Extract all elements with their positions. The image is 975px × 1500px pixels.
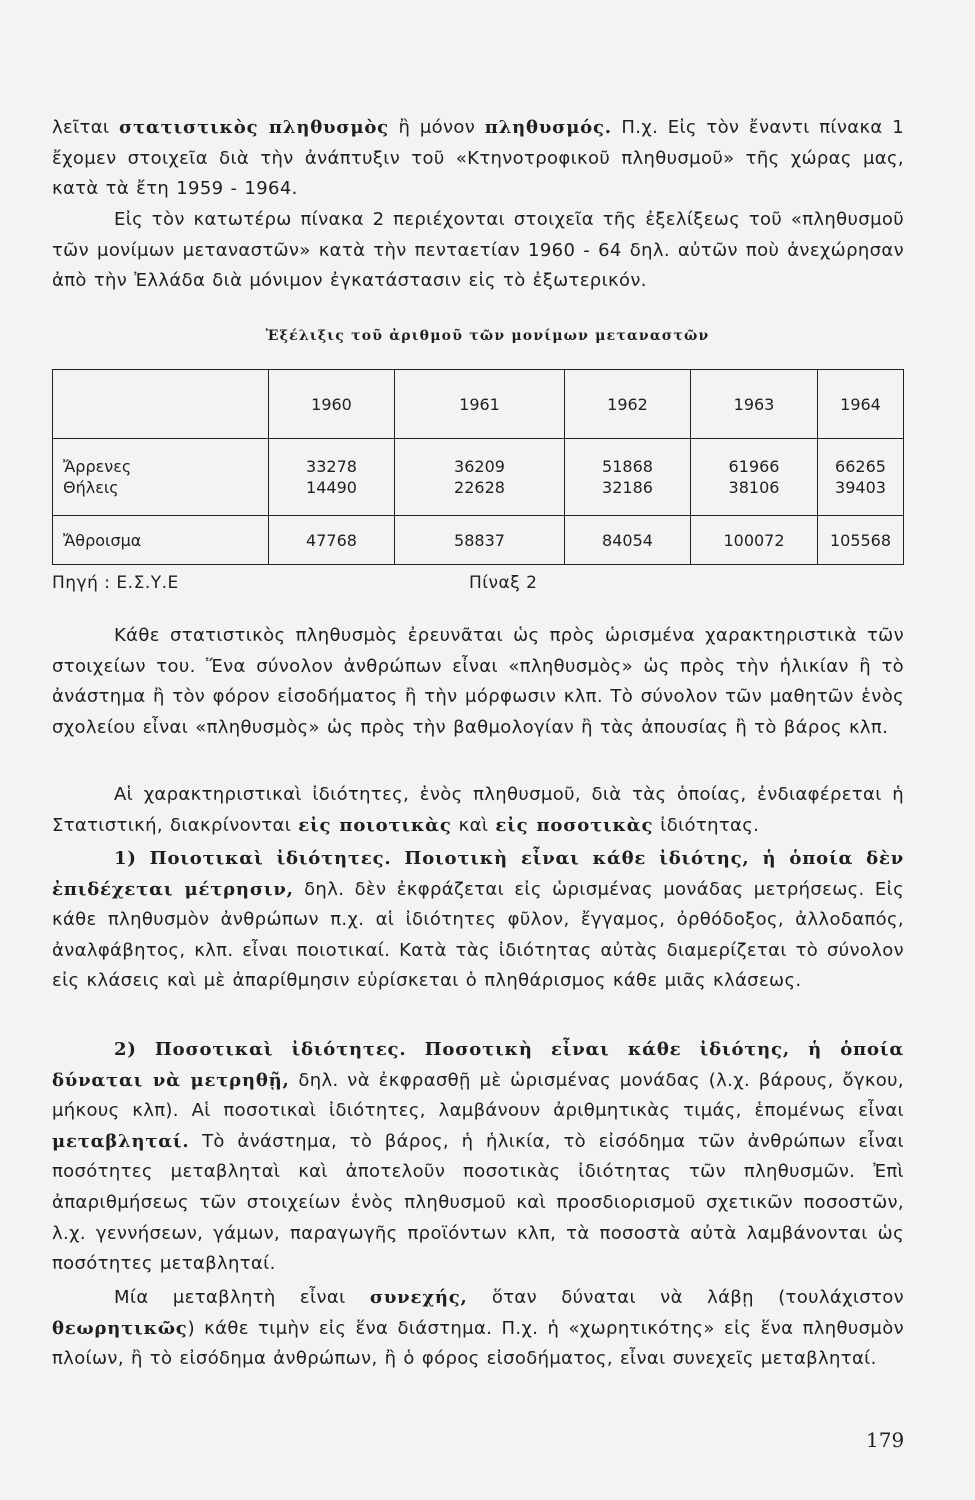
text-run: δηλ. δὲν ἐκφράζεται εἰς ὡρισμένας μονάδας μετρήσεως. Εἰς κάθε πληθυσμὸν ἀνθρώπων π.χ. αἱ ἰδιότητες φῦλον, ἔγγαμος, ὀρθόδοξος, ἀλλοδαπός, ἀναλφάβητος, κλπ. εἶναι ποιοτικαί. Κατὰ τὰς ἰδιότητας αὐτὰς διαμερίζεται τὸ σύνολον εἰς κλάσεις καὶ μὲ ἀπαρίθμησιν εὑρίσκεται ὁ πληθάρισμος κάθε μιᾶς κλάσεως.: [52, 878, 904, 992]
table-corner-cell: [53, 370, 269, 439]
text-run: Αἱ χαρακτηριστικαὶ ἰδιότητες, ἑνὸς πληθυσμοῦ, διὰ τὰς ὁποίας, ἐνδιαφέρεται ἡ Στατιστική, διακρίνονται: [52, 784, 904, 836]
year-header: 1961: [395, 370, 565, 439]
bold-term: θεωρητικῶς: [52, 1317, 188, 1339]
bold-term: μεταβληταί.: [52, 1130, 190, 1152]
cell-1963: [691, 439, 818, 516]
value-male: 36209: [454, 457, 505, 476]
text-run: καὶ: [451, 814, 496, 836]
bold-heading: 2) Ποσοτικαὶ ἰδιότητες. Ποσοτικὴ εἶναι κάθε ἰδιότης, ἡ ὁποία δύναται νὰ μετρηθῇ,: [52, 1039, 904, 1091]
table-row-sex: [53, 439, 904, 516]
table-source: Πηγή : Ε.Σ.Υ.Ε: [52, 573, 179, 593]
total-value: 105568: [818, 516, 904, 565]
paragraph-qualitative-quantitative: [52, 780, 904, 841]
paragraph-characteristics: Κάθε στατιστικὸς πληθυσμὸς ἐρευνᾶται ὡς πρὸς ὡρισμένα χαρακτηριστικὰ τῶν στοιχείων του. Ἕνα σύνολον ἀνθρώπων εἶναι «πληθυσμὸς» ὡς πρὸς τὴν ἡλικίαν ἢ τὸ ἀνάστημα ἢ τὸν φόρον εἰσοδήματος ἢ τὴν μόρφωσιν κλπ. Τὸ σύνολον τῶν μαθητῶν ἑνὸς σχολείου εἶναι «πληθυσμὸς» ὡς πρὸς τὴν βαθμολογίαν ἢ τὰς ἀπουσίας ἢ τὸ βάρος κλπ.: [52, 625, 904, 738]
value-female: 22628: [454, 478, 505, 497]
value-female: 39403: [835, 478, 886, 497]
text-run: ) κάθε τιμὴν εἰς ἕνα διάστημα. Π.χ. ἡ «χωρητικότης» εἰς ἕνα πληθυσμὸν πλοίων, ἢ τὸ εἰσόδημα ἀνθρώπων, ἢ ὁ φόρος εἰσοδήματος, εἶναι συνεχεῖς μεταβληταί.: [52, 1317, 904, 1370]
bold-term: εἰς ποιοτικὰς: [298, 814, 452, 836]
value-male: 33278: [306, 457, 357, 476]
bold-term: πληθυσμός.: [484, 117, 612, 138]
value-female: 14490: [306, 478, 357, 497]
emigrants-table: [52, 369, 904, 565]
value-male: 66265: [835, 457, 886, 476]
year-header: 1960: [269, 370, 395, 439]
total-value: 100072: [691, 516, 818, 565]
text-run: Μία μεταβλητὴ εἶναι: [114, 1287, 370, 1308]
text-run: δηλ. νὰ ἐκφρασθῇ μὲ ὡρισμένας μονάδας (λ.χ. βάρους, ὄγκου, μήκους κλπ). Αἱ ποσοτικαὶ ἰδιότητες, λαμβάνουν ἀριθμητικὰς τιμάς, ἑπομένως εἶναι: [52, 1069, 904, 1122]
cell-1964: [818, 439, 904, 516]
value-female: 38106: [728, 478, 780, 497]
text-run: λεῖται: [52, 117, 119, 138]
year-header: 1962: [565, 370, 691, 439]
table-title: Ἐξέλιξις τοῦ ἀριθμοῦ τῶν μονίμων μεταναστῶν: [265, 328, 710, 344]
cell-1962: [565, 439, 691, 516]
year-header: 1964: [818, 370, 904, 439]
value-male: 61966: [728, 457, 780, 476]
text-run: Π.χ. Εἰς τὸν ἔναντι πίνακα 1 ἔχομεν στοιχεῖα διὰ τὴν ἀνάπτυξιν τοῦ «Κτηνοτροφικοῦ πληθυσμοῦ» τῆς χώρας μας, κατὰ τὰ ἔτη 1959 - 1964.: [52, 117, 905, 200]
paragraph-quantitative-properties: [52, 1035, 904, 1280]
table-caption: Πίναξ 2: [469, 573, 538, 593]
label-female: Θήλεις: [63, 478, 119, 497]
table-header-row: [53, 370, 904, 439]
label-male: Ἄρρενες: [63, 457, 132, 476]
value-male: 51868: [602, 457, 653, 476]
paragraph-statistical-population: [52, 113, 904, 205]
text-run: ἢ μόνον: [388, 117, 485, 138]
total-value: 47768: [269, 516, 395, 565]
text-run: ὅταν δύναται νὰ λάβῃ (τουλάχιστον: [467, 1287, 904, 1308]
page-number: 179: [866, 1428, 905, 1452]
value-female: 32186: [602, 478, 653, 497]
table-row-total: [53, 516, 904, 565]
paragraph-continuous-variable: [52, 1283, 904, 1375]
cell-1961: [395, 439, 565, 516]
year-header: 1963: [691, 370, 818, 439]
label-total: Ἄθροισμα: [53, 516, 269, 565]
cell-1960: [269, 439, 395, 516]
paragraph-qualitative-properties: [52, 844, 904, 997]
text-run: Τὸ ἀνάστημα, τὸ βάρος, ἡ ἡλικία, τὸ εἰσόδημα τῶν ἀνθρώπων εἶναι ποσότητες μεταβληταὶ καὶ ἀποτελοῦν ποσοτικὰς ἰδιότητας τῶν πληθυσμῶν. Ἐπὶ ἀπαριθμήσεως τῶν στοιχείων ἑνὸς πληθυσμοῦ καὶ προσδιορισμοῦ σχετικῶν ποσοστῶν, λ.χ. γεννήσεων, γάμων, παραγωγῆς προϊόντων κλπ, τὰ ποσοστὰ αὐτὰ λαμβάνονται ὡς ποσότητες μεταβληταί.: [52, 1130, 904, 1275]
paragraph-table-intro: Εἰς τὸν κατωτέρω πίνακα 2 περιέχονται στοιχεῖα τῆς ἐξελίξεως τοῦ «πληθυσμοῦ τῶν μονίμων μεταναστῶν» κατὰ τὴν πενταετίαν 1960 - 64 δηλ. αὐτῶν ποὺ ἀνεχώρησαν ἀπὸ τὴν Ἑλλάδα διὰ μόνιμον ἐγκατάστασιν εἰς τὸ ἐξωτερικόν.: [52, 209, 904, 292]
total-value: 84054: [565, 516, 691, 565]
row-labels-sex: [53, 439, 269, 516]
bold-heading: 1) Ποιοτικαὶ ἰδιότητες. Ποιοτικὴ εἶναι κάθε ἰδιότης, ἡ ὁποία δὲν ἐπιδέχεται μέτρησιν,: [52, 848, 904, 900]
text-run: ἰδιότητας.: [653, 814, 760, 836]
total-value: 58837: [395, 516, 565, 565]
bold-term: εἰς ποσοτικὰς: [495, 814, 654, 836]
bold-term: συνεχής,: [369, 1287, 468, 1308]
bold-term: στατιστικὸς πληθυσμὸς: [118, 117, 389, 138]
